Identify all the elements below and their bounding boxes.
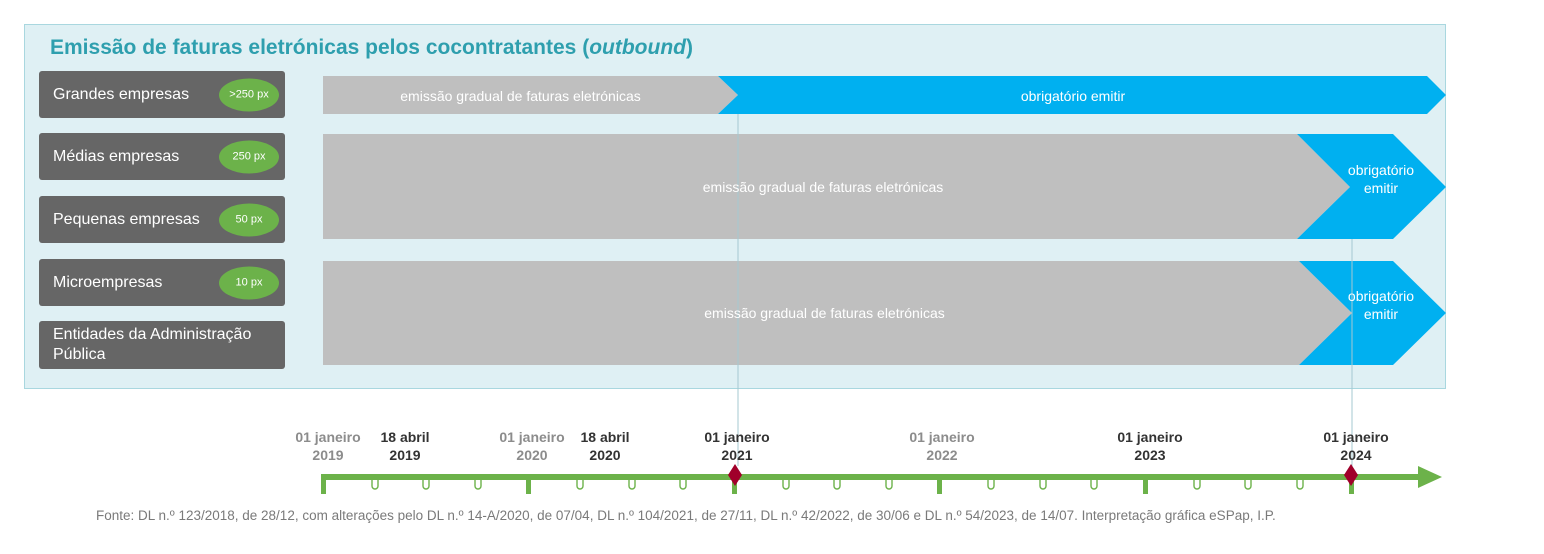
size-pill: 10 px bbox=[219, 266, 279, 299]
timeline-date-label: 18 abril 2019 bbox=[380, 429, 430, 463]
year-tick bbox=[1143, 474, 1148, 494]
timeline-date-label: 01 janeiro 2021 bbox=[704, 429, 770, 463]
bar-1-mandatory-label: obrigatório emitir bbox=[1020, 88, 1126, 104]
category-label: Médias empresas bbox=[53, 147, 180, 165]
quarter-ticks bbox=[372, 480, 1303, 489]
timeline-arrowhead bbox=[1418, 466, 1442, 488]
size-pill: >250 px bbox=[219, 78, 279, 111]
bar-2-mandatory-label: obrigatório emitir bbox=[1347, 162, 1415, 196]
timeline-date-label: 01 janeiro 2020 bbox=[499, 429, 565, 463]
bar-3-mandatory-label: obrigatório emitir bbox=[1347, 288, 1415, 322]
timeline-date-label: 01 janeiro 2019 bbox=[295, 429, 361, 463]
timeline-date-label: 18 abril 2020 bbox=[580, 429, 630, 463]
diagram-title: Emissão de faturas eletrónicas pelos cocontratantes (outbound) bbox=[50, 36, 693, 59]
year-tick bbox=[937, 474, 942, 494]
year-tick bbox=[526, 474, 531, 494]
milestone-2021-marker bbox=[728, 464, 742, 486]
source-note: Fonte: DL n.º 123/2018, de 28/12, com alterações pelo DL n.º 14-A/2020, de 07/04, DL n.º 104/2021, de 27/11, DL n.º 42/2022, de 30/06 e DL n.º 54/2023, de 14/07. Interpretação gráfica eSPap, I.P. bbox=[96, 508, 1276, 523]
bar-3-gradual-label: emissão gradual de faturas eletrónicas bbox=[704, 305, 945, 321]
timeline-date-label: 01 janeiro 2022 bbox=[909, 429, 975, 463]
bar-1-gradual-label: emissão gradual de faturas eletrónicas bbox=[400, 88, 641, 104]
category-label: Grandes empresas bbox=[53, 85, 190, 103]
timeline-axis bbox=[322, 474, 1422, 480]
category-label: Microempresas bbox=[53, 273, 163, 291]
category-label: Pequenas empresas bbox=[53, 210, 200, 228]
year-tick bbox=[321, 474, 326, 494]
size-pill: 250 px bbox=[219, 140, 279, 173]
milestone-2024-marker bbox=[1344, 464, 1358, 486]
category-label: Entidades da Administração Pública bbox=[53, 326, 252, 363]
size-pill: 50 px bbox=[219, 203, 279, 236]
timeline-date-label: 01 janeiro 2024 bbox=[1323, 429, 1389, 463]
bar-2-gradual-label: emissão gradual de faturas eletrónicas bbox=[702, 179, 944, 195]
timeline-date-label: 01 janeiro 2023 bbox=[1117, 429, 1183, 463]
